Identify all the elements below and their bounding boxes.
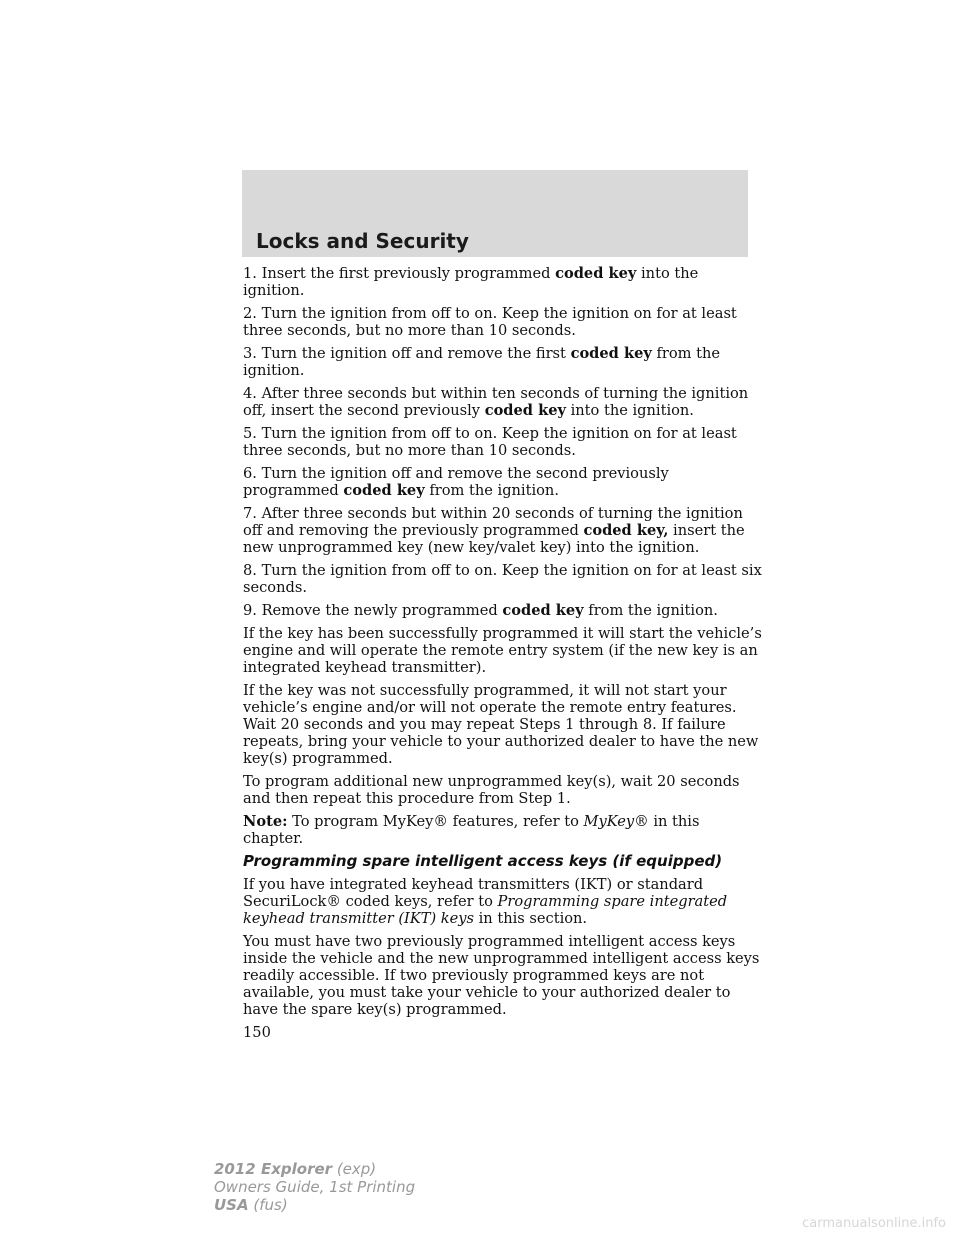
footer-market: USA	[214, 1196, 249, 1214]
ikt-reference: Programming spare integrated keyhead transmitter (IKT) keys	[243, 893, 728, 927]
step-6-text-end: from the ignition.	[424, 482, 559, 499]
ikt-text-end: in this section.	[474, 910, 588, 927]
section-header-band	[242, 170, 748, 257]
step-9	[243, 602, 763, 619]
watermark: carmanualsonline.info	[802, 1216, 946, 1231]
step-3-emphasis: coded key	[570, 345, 652, 362]
note-paragraph	[243, 813, 763, 847]
footer-market-code: (fus)	[248, 1196, 288, 1214]
step-7-emphasis: coded key,	[583, 522, 669, 539]
step-3-text-end: from the ignition.	[243, 345, 721, 379]
footer-model: 2012 Explorer	[214, 1160, 333, 1178]
step-3-text: 3. Turn the ignition off and remove the first	[243, 345, 571, 362]
step-7-text-end: insert the new unprogrammed key (new key/valet key) into the ignition.	[243, 522, 745, 556]
page-content	[243, 265, 763, 1041]
step-1	[243, 265, 763, 299]
footer-line-2: Owners Guide, 1st Printing	[214, 1178, 416, 1196]
footer-model-code: (exp)	[332, 1160, 377, 1178]
note-label: Note:	[243, 813, 288, 830]
step-2: 2. Turn the ignition from off to on. Keep the ignition on for at least three seconds, but no more than 10 seconds.	[243, 305, 737, 339]
note-text: To program MyKey® features, refer to	[287, 813, 584, 830]
ikt-text: If you have integrated keyhead transmitters (IKT) or standard SecuriLock® coded keys, refer to	[243, 876, 704, 910]
step-4-text-end: into the ignition.	[565, 402, 694, 419]
step-8: 8. Turn the ignition from off to on. Keep the ignition on for at least six seconds.	[243, 562, 762, 596]
section-title: Locks and Security	[256, 229, 469, 253]
note-text-end: in this chapter.	[243, 813, 700, 847]
step-4-emphasis: coded key	[484, 402, 566, 419]
step-9-emphasis: coded key	[502, 602, 584, 619]
step-9-text: 9. Remove the newly programmed	[243, 602, 503, 619]
page-number: 150	[243, 1024, 271, 1041]
step-3	[243, 345, 763, 379]
additional-keys-paragraph: To program additional new unprogrammed key(s), wait 20 seconds and then repeat this procedure from Step 1.	[243, 773, 740, 807]
ikt-paragraph	[243, 876, 763, 927]
intelligent-access-paragraph: You must have two previously programmed intelligent access keys inside the vehicle and the new unprogrammed intelligent access keys readily accessible. If two previously programmed keys are not available, you must take your vehicle to your authorized dealer to have the spare key(s) programmed.	[243, 933, 760, 1018]
failure-paragraph: If the key was not successfully programmed, it will not start your vehicle’s engine and/or will not operate the remote entry features. Wait 20 seconds and you may repeat Steps 1 through 8. If failure repeats, bring your vehicle to your authorized dealer to have the new key(s) programmed.	[243, 682, 759, 767]
step-7	[243, 505, 763, 556]
footer-line-3	[214, 1196, 415, 1214]
subheading: Programming spare intelligent access keys (if equipped)	[243, 852, 723, 870]
step-6-emphasis: coded key	[343, 482, 425, 499]
success-paragraph: If the key has been successfully programmed it will start the vehicle’s engine and will operate the remote entry system (if the new key is an integrated keyhead transmitter).	[243, 625, 762, 676]
step-9-text-end: from the ignition.	[583, 602, 718, 619]
step-5: 5. Turn the ignition from off to on. Keep the ignition on for at least three seconds, but no more than 10 seconds.	[243, 425, 737, 459]
step-1-emphasis: coded key	[555, 265, 637, 282]
document-footer	[214, 1160, 415, 1214]
step-1-text-end: into the ignition.	[243, 265, 699, 299]
note-reference: MyKey®	[583, 813, 649, 830]
step-4	[243, 385, 763, 419]
step-1-text: 1. Insert the first previously programmed	[243, 265, 556, 282]
step-7-text: 7. After three seconds but within 20 seconds of turning the ignition off and removing the previously programmed	[243, 505, 743, 539]
step-4-text: 4. After three seconds but within ten seconds of turning the ignition off, insert the second previously	[243, 385, 749, 419]
step-6-text: 6. Turn the ignition off and remove the second previously programmed	[243, 465, 669, 499]
step-6	[243, 465, 763, 499]
footer-line-1	[214, 1160, 415, 1178]
